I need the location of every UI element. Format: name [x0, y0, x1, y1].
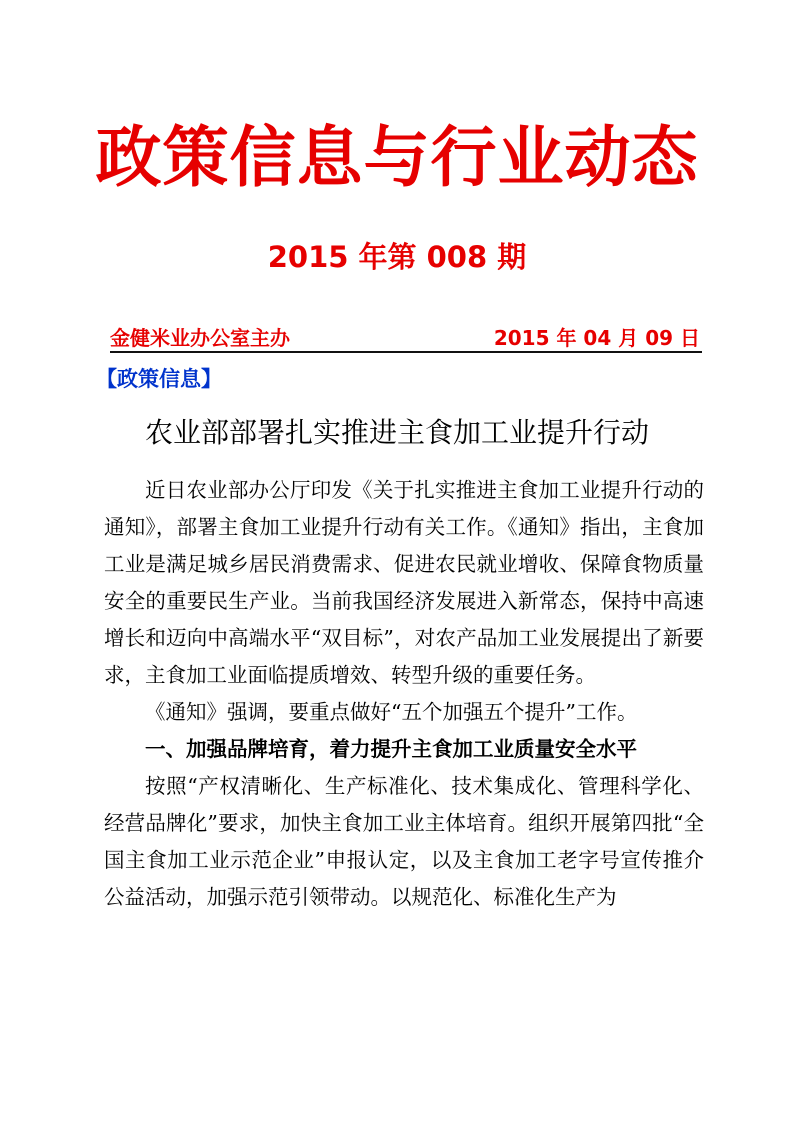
publisher-row [110, 322, 700, 350]
header-divider [110, 351, 702, 353]
section-heading: 【政策信息】 [96, 367, 222, 391]
article-body [104, 472, 704, 916]
article-title: 农业部部署扎实推进主食加工业提升行动 [144, 416, 649, 449]
body-subheading: 一、加强品牌培育，着力提升主食加工业质量安全水平 [145, 737, 637, 761]
masthead-title: 政策信息与行业动态 [95, 119, 699, 196]
body-paragraph: 近日农业部办公厅印发《关于扎实推进主食加工业提升行动的通知》，部署主食加工业提升行动有关工作。《通知》指出，主食加工业是满足城乡居民消费需求、促进农民就业增收、保障食物质量安全的重要民生产业。当前我国经济发展进入新常态，保持中高速增长和迈向中高端水平“双目标”，对农产品加工业发展提出了新要求，主食加工业面临提质增效、转型升级的重要任务。 [104, 478, 704, 687]
body-paragraph: 按照“产权清晰化、生产标准化、技术集成化、管理科学化、经营品牌化”要求，加快主食加工业主体培育。组织开展第四批“全国主食加工业示范企业”申报认定，以及主食加工老字号宣传推介公益活动，加强示范引领带动。以规范化、标准化生产为 [104, 774, 704, 909]
publisher-name: 金健米业办公室主办 [110, 326, 290, 350]
publish-date: 2015 年 04 月 09 日 [493, 326, 700, 350]
issue-number: 2015 年第 008 期 [267, 240, 527, 274]
body-paragraph: 《通知》强调，要重点做好“五个加强五个提升”工作。 [145, 700, 638, 724]
